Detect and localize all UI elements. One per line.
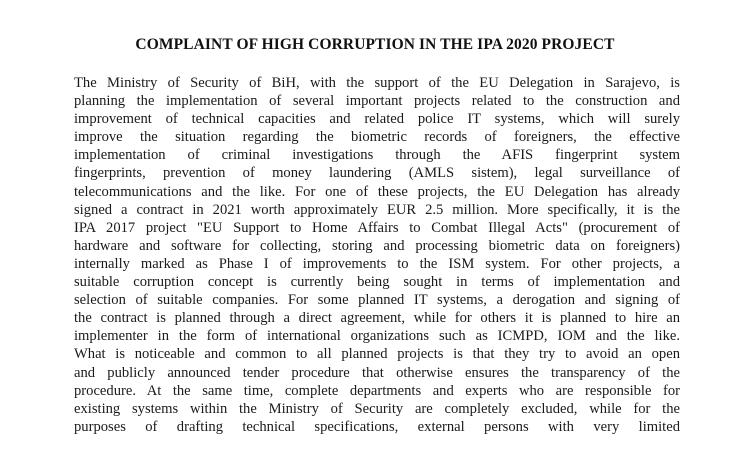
body-line: fingerprints, prevention of money laundering (AMLS sistem), legal surveillance of (74, 165, 680, 182)
body-line: What is noticeable and common to all planned projects is that they try to avoid an open (74, 346, 680, 363)
body-line: improve the situation regarding the biometric records of foreigners, the effective (74, 129, 680, 146)
body-line: selection of suitable companies. For some planned IT systems, a derogation and signing of (74, 292, 680, 309)
body-line: the contract is planned through a direct agreement, while for others it is planned to hire an (74, 310, 680, 327)
body-line: The Ministry of Security of BiH, with the support of the EU Delegation in Sarajevo, is (74, 75, 680, 91)
body-line: telecommunications and the like. For one of these projects, the EU Delegation has already (74, 183, 680, 200)
body-line: internally marked as Phase I of improvements to the ISM system. For other projects, a (74, 255, 680, 272)
body-line: suitable corruption concept is currently being sought in terms of implementation and (74, 274, 680, 291)
body-line: implementer in the form of international organizations such as ICMPD, IOM and the like. (74, 328, 680, 345)
body-line: hardware and software for collecting, storing and processing biometric data on foreigners) (74, 237, 680, 254)
body-line: planning the implementation of several important projects related to the construction and (74, 93, 680, 110)
body-line: signed a contract in 2021 worth approximately EUR 2.5 million. More specifically, it is the (74, 201, 680, 218)
body-line: and publicly announced tender procedure that otherwise ensures the transparency of the (74, 364, 680, 381)
document-body (74, 74, 680, 436)
body-line: procedure. At the same time, complete departments and experts who are responsible for (74, 382, 680, 399)
body-line: existing systems within the Ministry of Security are completely excluded, while for the (74, 400, 680, 417)
body-line: improvement of technical capacities and related police IT systems, which will surely (74, 111, 680, 128)
body-line: purposes of drafting technical specifications, external persons with very limited (74, 418, 680, 435)
body-line: IPA 2017 project "EU Support to Home Affairs to Combat Illegal Acts" (procurement of (74, 219, 680, 236)
document-title: COMPLAINT OF HIGH CORRUPTION IN THE IPA 2020 PROJECT (135, 36, 615, 53)
body-line: implementation of criminal investigations through the AFIS fingerprint system (74, 147, 680, 164)
